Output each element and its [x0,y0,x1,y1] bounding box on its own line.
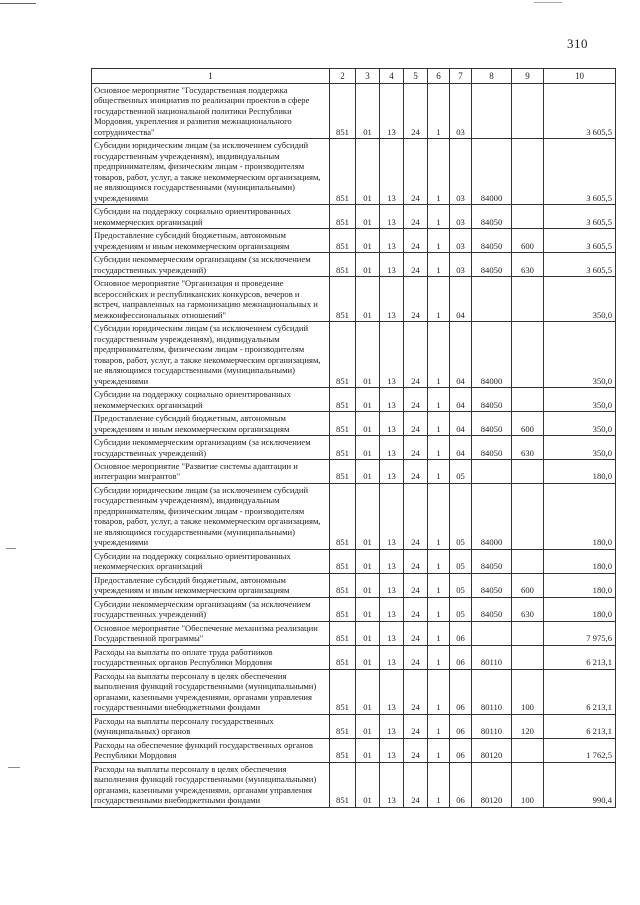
row-name-cell: Расходы на выплаты персоналу государственных (муниципальных) органов [92,714,330,738]
ministry-code-cell: 851 [330,714,356,738]
table-row [92,483,616,549]
row-name-cell: Предоставление субсидий бюджетным, автономным учреждениям и иным некоммерческим организациям [92,412,330,436]
amount-cell: 3 605,5 [544,205,616,229]
subprogram-code-cell: 1 [428,412,450,436]
table-row [92,573,616,597]
section-code-cell: 01 [356,483,380,549]
direction-code-cell: 80110 [472,669,512,714]
ministry-code-cell: 851 [330,322,356,388]
activity-code-cell: 03 [450,205,472,229]
activity-code-cell: 05 [450,459,472,483]
direction-code-cell [472,277,512,322]
amount-cell: 6 213,1 [544,669,616,714]
subsection-code-cell: 13 [380,388,404,412]
program-code-cell: 24 [404,277,428,322]
subsection-code-cell: 13 [380,483,404,549]
row-name-cell: Субсидии юридическим лицам (за исключением субсидий государственным учреждениям), индивидуальным предпринимателям, физическим лицам - производителям товаров, работ, услуг, а также некоммерческим организациям, не являющимся государственными (муниципальными) учреждениями [92,483,330,549]
ministry-code-cell: 851 [330,573,356,597]
subsection-code-cell: 13 [380,84,404,139]
section-code-cell: 01 [356,621,380,645]
table-row [92,597,616,621]
activity-code-cell: 04 [450,322,472,388]
direction-code-cell: 84050 [472,549,512,573]
table-row [92,714,616,738]
activity-code-cell: 05 [450,549,472,573]
section-code-cell: 01 [356,714,380,738]
row-name-cell: Субсидии юридическим лицам (за исключением субсидий государственным учреждениям), индивидуальным предпринимателям, физическим лицам - производителям товаров, работ, услуг, а также некоммерческим организациям, не являющимся государственными (муниципальными) учреждениями [92,139,330,205]
subprogram-code-cell: 1 [428,549,450,573]
table-row [92,459,616,483]
subprogram-code-cell: 1 [428,669,450,714]
subprogram-code-cell: 1 [428,714,450,738]
subsection-code-cell: 13 [380,205,404,229]
program-code-cell: 24 [404,412,428,436]
ministry-code-cell: 851 [330,139,356,205]
expense-type-code-cell [512,621,544,645]
subprogram-code-cell: 1 [428,388,450,412]
section-code-cell: 01 [356,139,380,205]
activity-code-cell: 04 [450,436,472,460]
program-code-cell: 24 [404,621,428,645]
program-code-cell: 24 [404,436,428,460]
budget-table [91,68,616,808]
program-code-cell: 24 [404,738,428,762]
subsection-code-cell: 13 [380,738,404,762]
program-code-cell: 24 [404,483,428,549]
scan-edge-mark [534,2,562,3]
ministry-code-cell: 851 [330,277,356,322]
section-code-cell: 01 [356,573,380,597]
ministry-code-cell: 851 [330,762,356,807]
expense-type-code-cell [512,483,544,549]
program-code-cell: 24 [404,388,428,412]
ministry-code-cell: 851 [330,459,356,483]
table-header-row [92,69,616,84]
section-code-cell: 01 [356,229,380,253]
expense-type-code-cell [512,645,544,669]
amount-cell: 180,0 [544,549,616,573]
direction-code-cell: 84000 [472,483,512,549]
section-code-cell: 01 [356,597,380,621]
row-name-cell: Субсидии юридическим лицам (за исключением субсидий государственным учреждениям), индивидуальным предпринимателям, физическим лицам - производителям товаров, работ, услуг, а также некоммерческим организациям, не являющимся государственными (муниципальными) учреждениями [92,322,330,388]
table-row [92,84,616,139]
direction-code-cell: 84050 [472,412,512,436]
row-name-cell: Предоставление субсидий бюджетным, автономным учреждениям и иным некоммерческим организациям [92,229,330,253]
row-name-cell: Расходы на выплаты персоналу в целях обеспечения выполнения функций государственными (муниципальными) органами, казенными учреждениями, органами управления государственными внебюджетными фондами [92,669,330,714]
expense-type-code-cell [512,277,544,322]
program-code-cell: 24 [404,205,428,229]
program-code-cell: 24 [404,645,428,669]
subsection-code-cell: 13 [380,669,404,714]
subprogram-code-cell: 1 [428,738,450,762]
column-header: 6 [428,69,450,84]
direction-code-cell: 84000 [472,322,512,388]
direction-code-cell: 80110 [472,714,512,738]
amount-cell: 7 975,6 [544,621,616,645]
ministry-code-cell: 851 [330,253,356,277]
row-name-cell: Основное мероприятие "Организация и проведение всероссийских и республиканских конкурсов, вечеров и встреч, направленных на гармонизацию межнациональных и межконфессиональных отношений" [92,277,330,322]
activity-code-cell: 06 [450,621,472,645]
section-code-cell: 01 [356,645,380,669]
ministry-code-cell: 851 [330,388,356,412]
amount-cell: 990,4 [544,762,616,807]
ministry-code-cell: 851 [330,669,356,714]
direction-code-cell: 80120 [472,738,512,762]
amount-cell: 3 605,5 [544,229,616,253]
table-row [92,645,616,669]
column-header: 1 [92,69,330,84]
subprogram-code-cell: 1 [428,597,450,621]
row-name-cell: Основное мероприятие "Государственная поддержка общественных инициатив по реализации проектов в сфере государственной национальной политики Республики Мордовия, укрепления и развития межнационального сотрудничества" [92,84,330,139]
section-code-cell: 01 [356,388,380,412]
amount-cell: 1 762,5 [544,738,616,762]
ministry-code-cell: 851 [330,597,356,621]
expense-type-code-cell: 120 [512,714,544,738]
subprogram-code-cell: 1 [428,229,450,253]
table-body [92,84,616,808]
row-name-cell: Расходы на обеспечение функций государственных органов Республики Мордовия [92,738,330,762]
expense-type-code-cell [512,322,544,388]
activity-code-cell: 06 [450,645,472,669]
expense-type-code-cell [512,139,544,205]
table-row [92,621,616,645]
activity-code-cell: 04 [450,277,472,322]
expense-type-code-cell: 100 [512,762,544,807]
table-row [92,412,616,436]
scan-edge-mark [0,3,36,4]
subprogram-code-cell: 1 [428,253,450,277]
program-code-cell: 24 [404,139,428,205]
section-code-cell: 01 [356,84,380,139]
column-header: 8 [472,69,512,84]
ministry-code-cell: 851 [330,549,356,573]
column-header: 5 [404,69,428,84]
program-code-cell: 24 [404,669,428,714]
ministry-code-cell: 851 [330,738,356,762]
subprogram-code-cell: 1 [428,84,450,139]
amount-cell: 350,0 [544,436,616,460]
amount-cell: 180,0 [544,483,616,549]
activity-code-cell: 06 [450,714,472,738]
table-row [92,669,616,714]
subprogram-code-cell: 1 [428,621,450,645]
table-row [92,738,616,762]
row-name-cell: Субсидии некоммерческим организациям (за исключением государственных учреждений) [92,597,330,621]
expense-type-code-cell: 600 [512,412,544,436]
amount-cell: 3 605,5 [544,139,616,205]
expense-type-code-cell: 100 [512,669,544,714]
activity-code-cell: 06 [450,762,472,807]
program-code-cell: 24 [404,459,428,483]
column-header: 4 [380,69,404,84]
row-name-cell: Субсидии на поддержку социально ориентированных некоммерческих организаций [92,388,330,412]
activity-code-cell: 03 [450,229,472,253]
ministry-code-cell: 851 [330,412,356,436]
table-row [92,139,616,205]
column-header: 10 [544,69,616,84]
table-row [92,253,616,277]
table-row [92,322,616,388]
direction-code-cell [472,84,512,139]
program-code-cell: 24 [404,762,428,807]
column-header: 9 [512,69,544,84]
direction-code-cell: 80120 [472,762,512,807]
ministry-code-cell: 851 [330,621,356,645]
subsection-code-cell: 13 [380,139,404,205]
row-name-cell: Основное мероприятие "Развитие системы адаптации и интеграции мигрантов" [92,459,330,483]
column-header: 3 [356,69,380,84]
expense-type-code-cell [512,205,544,229]
amount-cell: 180,0 [544,573,616,597]
program-code-cell: 24 [404,714,428,738]
column-header: 2 [330,69,356,84]
subsection-code-cell: 13 [380,277,404,322]
row-name-cell: Субсидии на поддержку социально ориентированных некоммерческих организаций [92,549,330,573]
subsection-code-cell: 13 [380,621,404,645]
direction-code-cell: 84050 [472,388,512,412]
table-row [92,205,616,229]
subsection-code-cell: 13 [380,597,404,621]
column-header: 7 [450,69,472,84]
section-code-cell: 01 [356,669,380,714]
subsection-code-cell: 13 [380,762,404,807]
page-number: 310 [567,36,588,51]
expense-type-code-cell [512,549,544,573]
ministry-code-cell: 851 [330,229,356,253]
direction-code-cell [472,459,512,483]
direction-code-cell: 80110 [472,645,512,669]
activity-code-cell: 03 [450,253,472,277]
section-code-cell: 01 [356,322,380,388]
subprogram-code-cell: 1 [428,483,450,549]
direction-code-cell [472,621,512,645]
amount-cell: 6 213,1 [544,645,616,669]
subprogram-code-cell: 1 [428,645,450,669]
section-code-cell: 01 [356,253,380,277]
expense-type-code-cell: 630 [512,253,544,277]
section-code-cell: 01 [356,762,380,807]
subsection-code-cell: 13 [380,645,404,669]
program-code-cell: 24 [404,253,428,277]
amount-cell: 6 213,1 [544,714,616,738]
amount-cell: 180,0 [544,597,616,621]
program-code-cell: 24 [404,573,428,597]
subsection-code-cell: 13 [380,322,404,388]
scan-edge-mark [6,548,16,549]
scan-edge-mark [8,767,20,768]
activity-code-cell: 03 [450,84,472,139]
table-row [92,277,616,322]
subprogram-code-cell: 1 [428,573,450,597]
subsection-code-cell: 13 [380,573,404,597]
row-name-cell: Расходы на выплаты по оплате труда работников государственных органов Республики Мордовия [92,645,330,669]
amount-cell: 350,0 [544,412,616,436]
expense-type-code-cell: 600 [512,573,544,597]
ministry-code-cell: 851 [330,436,356,460]
activity-code-cell: 04 [450,412,472,436]
subprogram-code-cell: 1 [428,205,450,229]
amount-cell: 350,0 [544,277,616,322]
amount-cell: 350,0 [544,388,616,412]
section-code-cell: 01 [356,412,380,436]
activity-code-cell: 03 [450,139,472,205]
ministry-code-cell: 851 [330,84,356,139]
subsection-code-cell: 13 [380,412,404,436]
direction-code-cell: 84000 [472,139,512,205]
section-code-cell: 01 [356,549,380,573]
subsection-code-cell: 13 [380,459,404,483]
expense-type-code-cell [512,459,544,483]
subprogram-code-cell: 1 [428,277,450,322]
subprogram-code-cell: 1 [428,762,450,807]
ministry-code-cell: 851 [330,205,356,229]
direction-code-cell: 84050 [472,205,512,229]
section-code-cell: 01 [356,738,380,762]
program-code-cell: 24 [404,549,428,573]
table-row [92,388,616,412]
direction-code-cell: 84050 [472,253,512,277]
program-code-cell: 24 [404,597,428,621]
ministry-code-cell: 851 [330,645,356,669]
direction-code-cell: 84050 [472,436,512,460]
section-code-cell: 01 [356,459,380,483]
expense-type-code-cell: 630 [512,597,544,621]
expense-type-code-cell [512,738,544,762]
subsection-code-cell: 13 [380,549,404,573]
program-code-cell: 24 [404,229,428,253]
row-name-cell: Субсидии некоммерческим организациям (за исключением государственных учреждений) [92,253,330,277]
row-name-cell: Предоставление субсидий бюджетным, автономным учреждениям и иным некоммерческим организациям [92,573,330,597]
activity-code-cell: 04 [450,388,472,412]
section-code-cell: 01 [356,205,380,229]
table-row [92,762,616,807]
subprogram-code-cell: 1 [428,436,450,460]
amount-cell: 180,0 [544,459,616,483]
section-code-cell: 01 [356,436,380,460]
subprogram-code-cell: 1 [428,139,450,205]
table-row [92,229,616,253]
expense-type-code-cell [512,84,544,139]
section-code-cell: 01 [356,277,380,322]
expense-type-code-cell [512,388,544,412]
activity-code-cell: 05 [450,597,472,621]
row-name-cell: Субсидии некоммерческим организациям (за исключением государственных учреждений) [92,436,330,460]
subsection-code-cell: 13 [380,229,404,253]
direction-code-cell: 84050 [472,229,512,253]
amount-cell: 350,0 [544,322,616,388]
amount-cell: 3 605,5 [544,253,616,277]
activity-code-cell: 06 [450,669,472,714]
subprogram-code-cell: 1 [428,459,450,483]
activity-code-cell: 05 [450,573,472,597]
expense-type-code-cell: 630 [512,436,544,460]
subsection-code-cell: 13 [380,436,404,460]
expense-type-code-cell: 600 [512,229,544,253]
row-name-cell: Субсидии на поддержку социально ориентированных некоммерческих организаций [92,205,330,229]
ministry-code-cell: 851 [330,483,356,549]
activity-code-cell: 06 [450,738,472,762]
program-code-cell: 24 [404,84,428,139]
row-name-cell: Расходы на выплаты персоналу в целях обеспечения выполнения функций государственными (муниципальными) органами, казенными учреждениями, органами управления государственными внебюджетными фондами [92,762,330,807]
row-name-cell: Основное мероприятие "Обеспечение механизма реализации Государственной программы" [92,621,330,645]
direction-code-cell: 84050 [472,597,512,621]
amount-cell: 3 605,5 [544,84,616,139]
subprogram-code-cell: 1 [428,322,450,388]
table-row [92,549,616,573]
subsection-code-cell: 13 [380,253,404,277]
program-code-cell: 24 [404,322,428,388]
direction-code-cell: 84050 [472,573,512,597]
subsection-code-cell: 13 [380,714,404,738]
table-row [92,436,616,460]
activity-code-cell: 05 [450,483,472,549]
